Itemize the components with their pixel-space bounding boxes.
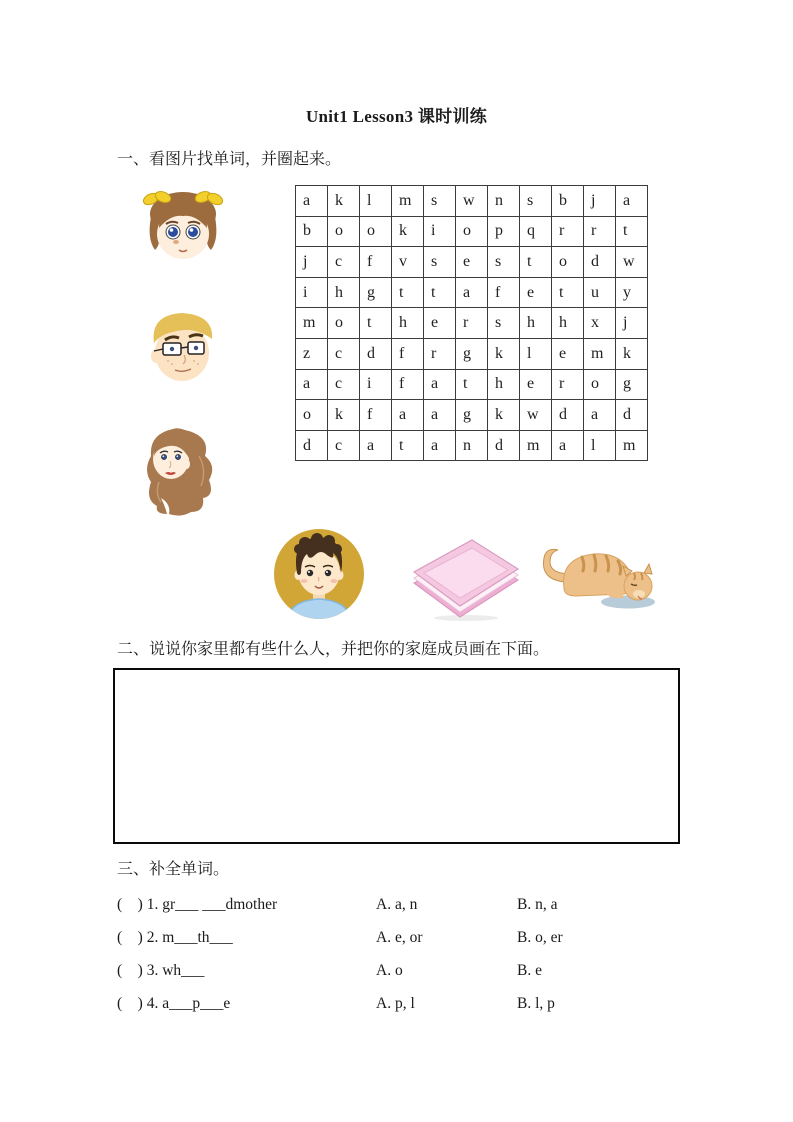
- grid-cell: j: [296, 247, 328, 278]
- grid-cell: a: [424, 369, 456, 400]
- grid-cell: a: [392, 400, 424, 431]
- option-b: B. o, er: [517, 929, 563, 946]
- grid-cell: a: [584, 400, 616, 431]
- grid-cell: c: [328, 338, 360, 369]
- grid-cell: k: [328, 400, 360, 431]
- grid-cell: y: [616, 277, 648, 308]
- grid-cell: m: [520, 430, 552, 461]
- word-search-grid: [295, 185, 648, 461]
- option-a: A. e, or: [376, 929, 423, 946]
- grid-cell: o: [584, 369, 616, 400]
- grid-row: [296, 247, 648, 278]
- grid-cell: t: [552, 277, 584, 308]
- grid-cell: z: [296, 338, 328, 369]
- grid-cell: s: [424, 186, 456, 217]
- option-a: A. o: [376, 962, 403, 979]
- grid-row: [296, 186, 648, 217]
- grid-cell: j: [584, 186, 616, 217]
- grid-cell: t: [424, 277, 456, 308]
- grid-cell: f: [392, 338, 424, 369]
- question-row-4: [0, 995, 793, 1017]
- grid-cell: o: [328, 308, 360, 339]
- grid-cell: k: [392, 216, 424, 247]
- grid-cell: d: [584, 247, 616, 278]
- grid-cell: h: [392, 308, 424, 339]
- grid-cell: a: [424, 430, 456, 461]
- grid-row: [296, 430, 648, 461]
- option-a: A. p, l: [376, 995, 415, 1012]
- girl-face-image: [135, 186, 232, 268]
- grid-cell: p: [488, 216, 520, 247]
- grid-cell: k: [488, 338, 520, 369]
- grid-cell: c: [328, 247, 360, 278]
- grid-cell: f: [488, 277, 520, 308]
- grid-cell: f: [392, 369, 424, 400]
- grid-cell: b: [552, 186, 584, 217]
- grid-cell: a: [360, 430, 392, 461]
- question-stem: ( ) 2. m___th___: [117, 929, 233, 946]
- grid-cell: d: [616, 400, 648, 431]
- section1-heading: 一、看图片找单词，并圈起来。: [117, 151, 342, 168]
- grid-cell: m: [616, 430, 648, 461]
- grid-cell: w: [616, 247, 648, 278]
- grid-cell: v: [392, 247, 424, 278]
- grid-cell: h: [552, 308, 584, 339]
- grid-cell: c: [328, 369, 360, 400]
- grid-cell: s: [424, 247, 456, 278]
- grid-cell: l: [360, 186, 392, 217]
- grid-cell: r: [584, 216, 616, 247]
- grid-cell: e: [520, 369, 552, 400]
- grid-row: [296, 400, 648, 431]
- grid-cell: g: [616, 369, 648, 400]
- grid-cell: l: [584, 430, 616, 461]
- grid-cell: t: [456, 369, 488, 400]
- grid-cell: w: [520, 400, 552, 431]
- grid-cell: t: [520, 247, 552, 278]
- grid-cell: b: [296, 216, 328, 247]
- grid-cell: a: [616, 186, 648, 217]
- grid-cell: l: [520, 338, 552, 369]
- pink-book-image: [408, 536, 523, 622]
- grid-cell: m: [296, 308, 328, 339]
- grid-cell: o: [328, 216, 360, 247]
- page-title: Unit1 Lesson3 课时训练: [305, 107, 488, 126]
- question-row-2: [0, 929, 793, 951]
- grid-cell: x: [584, 308, 616, 339]
- grid-cell: o: [296, 400, 328, 431]
- option-a: A. a, n: [376, 896, 418, 913]
- question-row-1: [0, 896, 793, 918]
- grid-cell: d: [552, 400, 584, 431]
- grid-row: [296, 369, 648, 400]
- grid-cell: n: [488, 186, 520, 217]
- grid-cell: e: [424, 308, 456, 339]
- grid-row: [296, 338, 648, 369]
- grid-cell: m: [392, 186, 424, 217]
- grid-cell: j: [616, 308, 648, 339]
- grid-cell: k: [488, 400, 520, 431]
- grid-cell: w: [456, 186, 488, 217]
- grid-cell: k: [616, 338, 648, 369]
- grid-cell: a: [296, 369, 328, 400]
- grid-cell: c: [328, 430, 360, 461]
- grid-cell: r: [456, 308, 488, 339]
- grid-cell: a: [552, 430, 584, 461]
- grid-cell: a: [456, 277, 488, 308]
- grid-cell: i: [360, 369, 392, 400]
- grid-cell: h: [328, 277, 360, 308]
- grid-cell: e: [456, 247, 488, 278]
- grid-cell: n: [456, 430, 488, 461]
- grid-cell: k: [328, 186, 360, 217]
- grid-cell: g: [456, 400, 488, 431]
- grid-cell: d: [360, 338, 392, 369]
- grid-cell: r: [552, 216, 584, 247]
- question-stem: ( ) 4. a___p___e: [117, 995, 231, 1012]
- grid-cell: m: [584, 338, 616, 369]
- section2-heading: 二、说说你家里都有些什么人，并把你的家庭成员画在下面。: [117, 641, 550, 658]
- grid-cell: t: [616, 216, 648, 247]
- option-b: B. n, a: [517, 896, 558, 913]
- grid-cell: r: [552, 369, 584, 400]
- grid-cell: o: [456, 216, 488, 247]
- grid-cell: d: [488, 430, 520, 461]
- grid-cell: o: [552, 247, 584, 278]
- grid-cell: g: [456, 338, 488, 369]
- grid-cell: q: [520, 216, 552, 247]
- mother-face-image: [141, 426, 219, 520]
- grid-cell: o: [360, 216, 392, 247]
- grid-cell: g: [360, 277, 392, 308]
- grid-cell: t: [392, 430, 424, 461]
- option-b: B. e: [517, 962, 542, 979]
- grid-cell: s: [520, 186, 552, 217]
- grid-cell: a: [296, 186, 328, 217]
- grid-cell: f: [360, 247, 392, 278]
- question-row-3: [0, 962, 793, 984]
- grid-cell: r: [424, 338, 456, 369]
- grid-cell: i: [296, 277, 328, 308]
- grid-cell: i: [424, 216, 456, 247]
- question-stem: ( ) 1. gr___ ___dmother: [117, 896, 278, 913]
- option-b: B. l, p: [517, 995, 555, 1012]
- grid-row: [296, 277, 648, 308]
- grid-cell: s: [488, 247, 520, 278]
- father-face-image: [144, 309, 220, 383]
- grid-cell: e: [520, 277, 552, 308]
- grid-cell: h: [488, 369, 520, 400]
- question-stem: ( ) 3. wh___: [117, 962, 205, 979]
- grid-cell: s: [488, 308, 520, 339]
- grid-row: [296, 216, 648, 247]
- grid-row: [296, 308, 648, 339]
- grid-cell: u: [584, 277, 616, 308]
- cat-image: [536, 542, 658, 610]
- grid-cell: a: [424, 400, 456, 431]
- grid-cell: d: [296, 430, 328, 461]
- grid-cell: t: [392, 277, 424, 308]
- family-drawing-box: [113, 668, 680, 844]
- section3-heading: 三、补全单词。: [117, 861, 230, 878]
- boy-face-image: [273, 527, 365, 621]
- grid-cell: f: [360, 400, 392, 431]
- grid-cell: e: [552, 338, 584, 369]
- grid-cell: t: [360, 308, 392, 339]
- grid-cell: h: [520, 308, 552, 339]
